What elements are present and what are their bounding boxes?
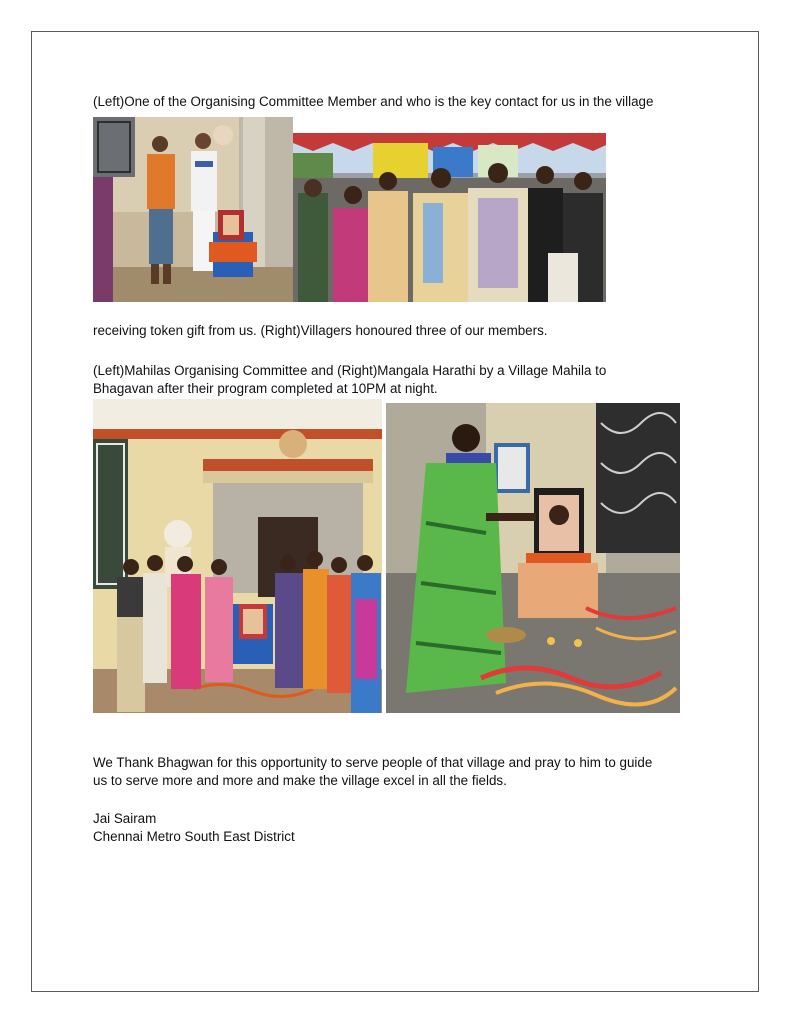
caption-2-line-2: Bhagavan after their program completed at 10PM at night. — [93, 381, 438, 396]
token-gift-photo — [93, 117, 293, 302]
caption-1-line-2: receiving token gift from us. (Right)Villagers honoured three of our members. — [93, 323, 548, 338]
villagers-honour-photo — [293, 133, 606, 302]
caption-2-line-1: (Left)Mahilas Organising Committee and (Right)Mangala Harathi by a Village Mahila to — [93, 363, 607, 378]
mangala-harathi-photo — [386, 403, 680, 713]
closing-line-2: us to serve more and more and make the village excel in all the fields. — [93, 773, 507, 788]
caption-1-line-1: (Left)One of the Organising Committee Member and who is the key contact for us in the village — [93, 94, 654, 109]
district-name: Chennai Metro South East District — [93, 829, 295, 844]
closing-line-1: We Thank Bhagwan for this opportunity to serve people of that village and pray to him to guide — [93, 755, 653, 770]
signoff: Jai Sairam — [93, 811, 157, 826]
mahilas-committee-photo — [93, 399, 382, 713]
